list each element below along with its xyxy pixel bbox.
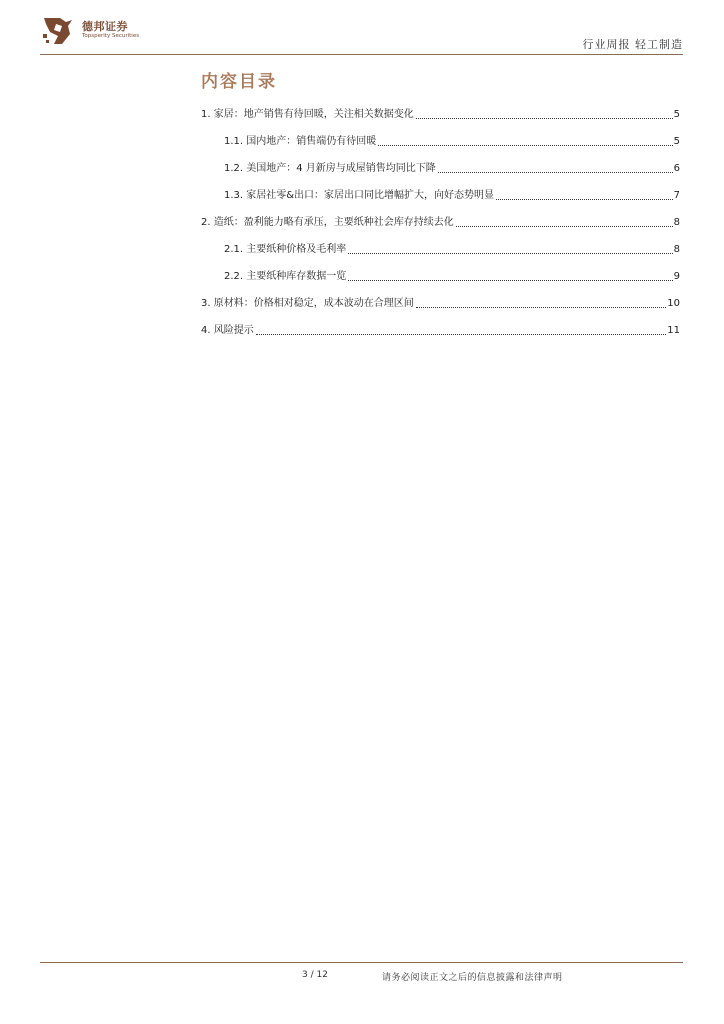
legal-disclaimer: 请务必阅读正文之后的信息披露和法律声明 xyxy=(382,973,563,983)
toc-entry[interactable] xyxy=(224,133,680,149)
toc-entry-label: 3. 原材料：价格相对稳定，成本波动在合理区间 xyxy=(201,298,414,309)
dot-leader xyxy=(416,117,673,119)
toc-entry-page: 8 xyxy=(673,244,680,255)
brand-name-en: Topsperity Securities xyxy=(82,33,140,39)
toc-entry-page: 8 xyxy=(673,217,680,228)
toc-entry-page: 7 xyxy=(673,190,680,201)
toc-entry-page: 11 xyxy=(667,325,680,336)
toc-entry[interactable] xyxy=(201,322,680,338)
toc-entry-label: 4. 风险提示 xyxy=(201,325,254,336)
dot-leader xyxy=(256,333,667,335)
toc-entry-page: 6 xyxy=(673,163,680,174)
toc-entry-label: 1. 家居：地产销售有待回暖，关注相关数据变化 xyxy=(201,109,414,120)
toc-entry[interactable] xyxy=(224,241,680,257)
dot-leader xyxy=(348,252,672,254)
dot-leader xyxy=(496,198,673,200)
dot-leader xyxy=(378,144,672,146)
dot-leader xyxy=(348,279,672,281)
toc-entry[interactable] xyxy=(224,160,680,176)
report-category: 行业周报 轻工制造 xyxy=(582,38,683,51)
toc-entry-label: 1.1. 国内地产：销售端仍有待回暖 xyxy=(224,136,377,147)
toc-entry-page: 5 xyxy=(673,109,680,120)
toc-entry-page: 9 xyxy=(673,271,680,282)
toc-entry[interactable] xyxy=(224,187,680,203)
dot-leader xyxy=(416,306,667,308)
page-number: 3 / 12 xyxy=(302,970,328,980)
header-divider xyxy=(40,54,683,55)
dot-leader xyxy=(438,171,673,173)
toc-entry[interactable] xyxy=(201,106,680,122)
toc-entry-label: 2.1. 主要纸种价格及毛利率 xyxy=(224,244,347,255)
toc-entry-label: 2. 造纸：盈利能力略有承压，主要纸种社会库存持续去化 xyxy=(201,217,454,228)
brand-name-cn: 德邦证券 xyxy=(82,20,128,33)
dot-leader xyxy=(456,225,673,227)
toc-title: 内容目录 xyxy=(201,72,277,92)
toc-entry-page: 5 xyxy=(673,136,680,147)
toc-entry[interactable] xyxy=(201,295,680,311)
toc-entry[interactable] xyxy=(201,214,680,230)
company-logo xyxy=(40,14,76,48)
page-header xyxy=(40,14,683,56)
toc-entry-label: 1.3. 家居社零&出口：家居出口同比增幅扩大，向好态势明显 xyxy=(224,190,495,201)
footer-divider xyxy=(40,962,683,963)
toc-entry-label: 1.2. 美国地产：4 月新房与成屋销售均同比下降 xyxy=(224,163,436,174)
toc-entry[interactable] xyxy=(224,268,680,284)
toc-entry-label: 2.2. 主要纸种库存数据一览 xyxy=(224,271,347,282)
toc-entry-page: 10 xyxy=(667,298,680,309)
